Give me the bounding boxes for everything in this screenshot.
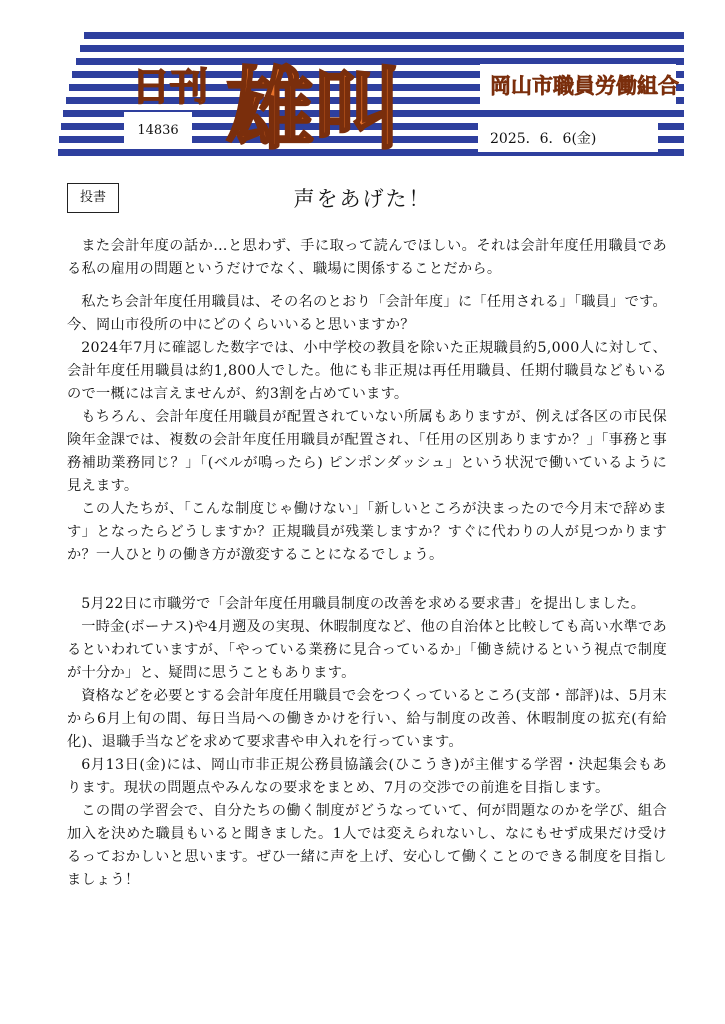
paragraph: 私たち会計年度任用職員は、その名のとおり「会計年度」に「任用される」「職員」です。今、岡山市役所の中にどのくらいいると思いますか？ [67,294,667,333]
paragraph: この人たちが、「こんな制度じゃ働けない」「新しいところが決まったので今月末で辞めます」となったらどうしますか？正規職員が残業しますか？すぐに代わりの人が見つかりますか？一人ひとりの働き方が激変することになるでしょう。 [67,501,667,563]
category-tag: 投書 [67,183,119,213]
brand-large: 雄叫 [226,58,403,161]
paragraph: 資格などを必要とする会計年度任用職員で会をつくっているところ(支部・部評)は、5月末から6月上旬の間、毎日当局への働きかけを行い、給与制度の改善、休暇制度の拡充(有給化)、退職手当などを求めて要求書や申入れを行っています。 [67,688,667,750]
masthead [58,28,686,164]
paragraph: 2024年7月に確認した数字では、小中学校の教員を除いた正規職員約5,000人に対して、会計年度任用職員は約1,800人でした。他にも非正規は再任用職員、任期付職員などもいるので一概には言えませんが、約3割を占めています。 [67,340,667,402]
issue-date: 2025．6．6(金) [490,131,597,147]
brand-small: 日刊 [132,65,209,109]
paragraph: 5月22日に市職労で「会計年度任用職員制度の改善を求める要求書」を提出しました。 [81,596,646,612]
issue-number: 14836 [137,123,179,138]
article-title: 声をあげた！ [293,187,432,211]
paragraph: また会計年度の話か…と思わず、手に取って読んでほしい。それは会計年度任用職員である私の雇用の問題というだけでなく、職場に関係することだから。 [67,238,667,277]
paragraph: もちろん、会計年度任用職員が配置されていない所属もありますが、例えば各区の市民保険年金課では、複数の会計年度任用職員が配置され、「任用の区別ありますか？」「事務と事務補助業務同じ？」「(ベルが鳴ったら) ピンポンダッシュ」という状況で働いているように見えます。 [67,409,667,494]
paragraph: この間の学習会で、自分たちの働く制度がどうなっていて、何が問題なのかを学び、組合加入を決めた職員もいると聞きました。1人では変えられないし、なにもせず成果だけ受けるっておかしいと思います。ぜひ一緒に声を上げ、安心して働くことのできる制度を目指しましょう！ [67,803,667,888]
paragraph: 6月13日(金)には、岡山市非正規公務員協議会(ひこうき)が主催する学習・決起集会もあります。現状の問題点やみんなの要求をまとめ、7月の交渉での前進を目指します。 [67,757,667,796]
organization-name: 岡山市職員労働組合 [490,74,679,98]
paragraph: 一時金(ボーナス)や4月遡及の実現、休暇制度など、他の自治体と比較しても高い水準であるといわれていますが、「やっている業務に見合っているか」「働き続けるという視点で制度が十分か」と、疑問に思うこともあります。 [67,619,667,681]
article-body [67,235,667,892]
